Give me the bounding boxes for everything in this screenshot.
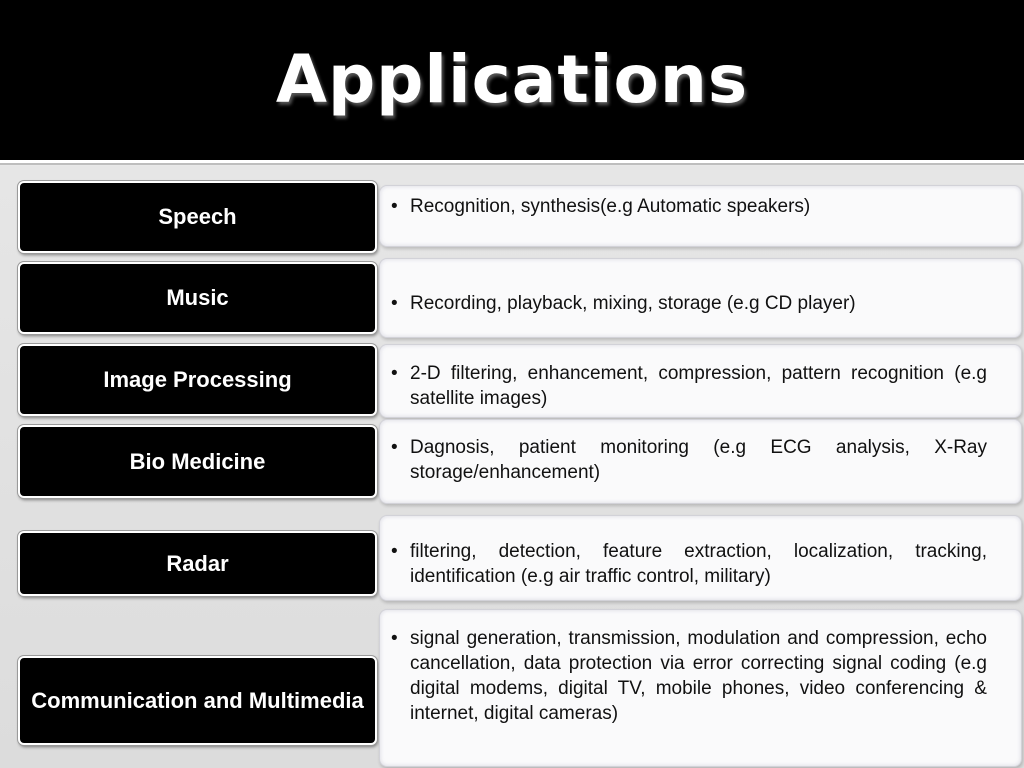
desc-bio-medicine: [379, 419, 1022, 504]
bullet-text: • signal generation, transmission, modulation and compression, echo cancellation, data protection via error correcting signal coding (e.g digital modems, digital TV, mobile phones, video conferencing & internet, digital cameras): [410, 626, 987, 726]
label-speech: [18, 181, 377, 253]
bullet-text: • filtering, detection, feature extraction, localization, tracking, identification (e.g air traffic control, military): [410, 539, 987, 589]
label-text: Bio Medicine: [129, 448, 266, 474]
desc-image-processing: [379, 344, 1022, 418]
desc-radar: [379, 515, 1022, 601]
bullet-text: • Dagnosis, patient monitoring (e.g ECG analysis, X-Ray storage/enhancement): [410, 435, 987, 485]
label-image-processing: [18, 344, 377, 416]
label-bio-medicine: [18, 425, 377, 498]
label-music: [18, 262, 377, 334]
bullet-text: • Recording, playback, mixing, storage (e.g CD player): [410, 291, 987, 316]
label-text: Speech: [158, 204, 237, 229]
page-title: Applications: [275, 41, 749, 118]
title-bar: [0, 0, 1024, 163]
desc-speech: [379, 185, 1022, 247]
label-text: Radar: [166, 550, 229, 576]
bullet-text: • 2-D filtering, enhancement, compression, pattern recognition (e.g satellite images): [410, 361, 987, 411]
desc-music: [379, 258, 1022, 338]
label-text: Music: [166, 285, 229, 310]
bullet-text: • Recognition, synthesis(e.g Automatic speakers): [410, 194, 987, 219]
label-radar: [18, 531, 377, 596]
label-text: Image Processing: [103, 367, 292, 392]
desc-communication-multimedia: [379, 609, 1022, 767]
label-communication-multimedia: [18, 656, 377, 745]
label-text: Communication and Multimedia: [31, 687, 364, 713]
